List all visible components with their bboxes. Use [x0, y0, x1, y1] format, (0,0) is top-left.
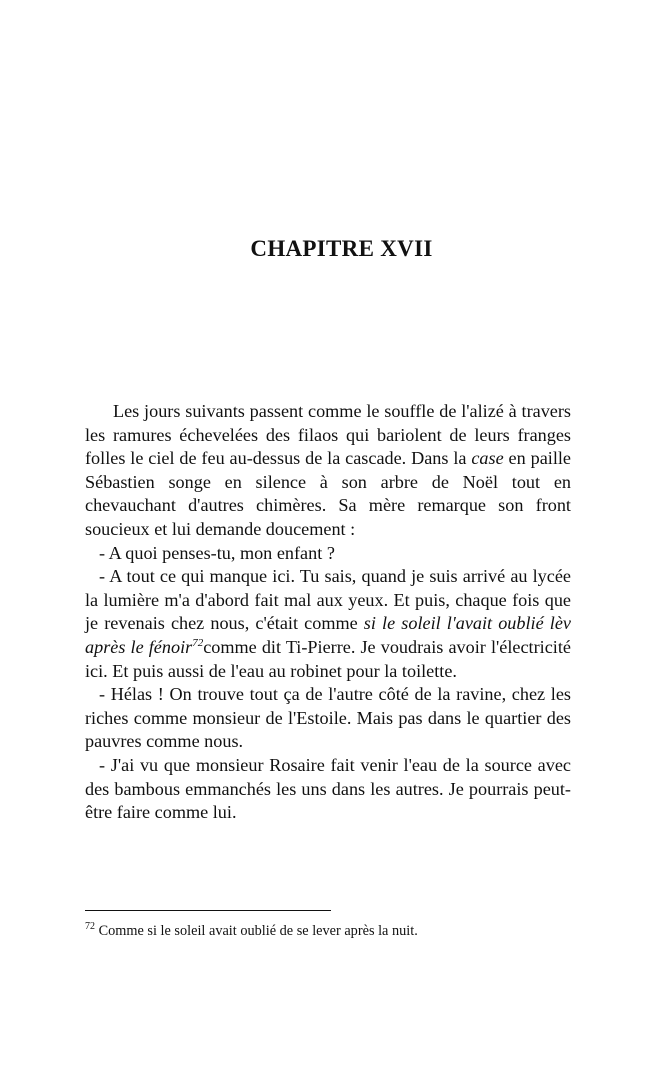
chapter-title: CHAPITRE XVII: [250, 236, 433, 261]
footnote-reference[interactable]: 72: [192, 636, 204, 649]
italic-word-case: case: [471, 448, 504, 469]
creole-quote: si le soleil l'avait oublié lèv après le fénoir: [85, 613, 571, 657]
paragraph-4: - Hélas ! On trouve tout ça de l'autre côté de la ravine, chez les riches comme monsieur de l'Estoile. Mais pas dans le quartier des pauvres comme nous.: [85, 684, 571, 752]
paragraph-3-text-a: - A tout ce qui manque ici. Tu sais, quand je suis arrivé au lycée la lumière m'a d'abord fait mal aux yeux. Et puis, chaque fois que je revenais chez nous, c'était comme: [85, 566, 571, 634]
footnote-text: Comme si le soleil avait oublié de se lever après la nuit.: [95, 923, 418, 939]
paragraph-5: - J'ai vu que monsieur Rosaire fait venir l'eau de la source avec des bambous emmanchés les uns dans les autres. Je pourrais peut-être faire comme lui.: [85, 754, 571, 823]
paragraph-1-text-a: Les jours suivants passent comme le souffle de l'alizé à travers les ramures échevelées des filaos qui bariolent de leurs franges folles le ciel de feu au-dessus de la cascade. Dans la: [85, 401, 571, 469]
footnote: [85, 922, 575, 940]
paragraph-3-text-b: comme dit Ti-Pierre. Je voudrais avoir l'électricité ici. Et puis aussi de l'eau au robinet pour la toilette.: [85, 636, 571, 681]
paragraph-2: - A quoi penses-tu, mon enfant ?: [99, 542, 335, 563]
paragraph-3: [85, 565, 571, 683]
footnote-divider: [85, 910, 331, 911]
paragraph-1-text-b: en paille Sébastien songe en silence à son arbre de Noël tout en chevauchant d'autres chimères. Sa mère remarque son front soucieux et lui demande doucement :: [85, 448, 571, 539]
body-text: [85, 400, 571, 825]
paragraph-1: [85, 400, 571, 542]
footnote-number: 72: [85, 921, 95, 933]
